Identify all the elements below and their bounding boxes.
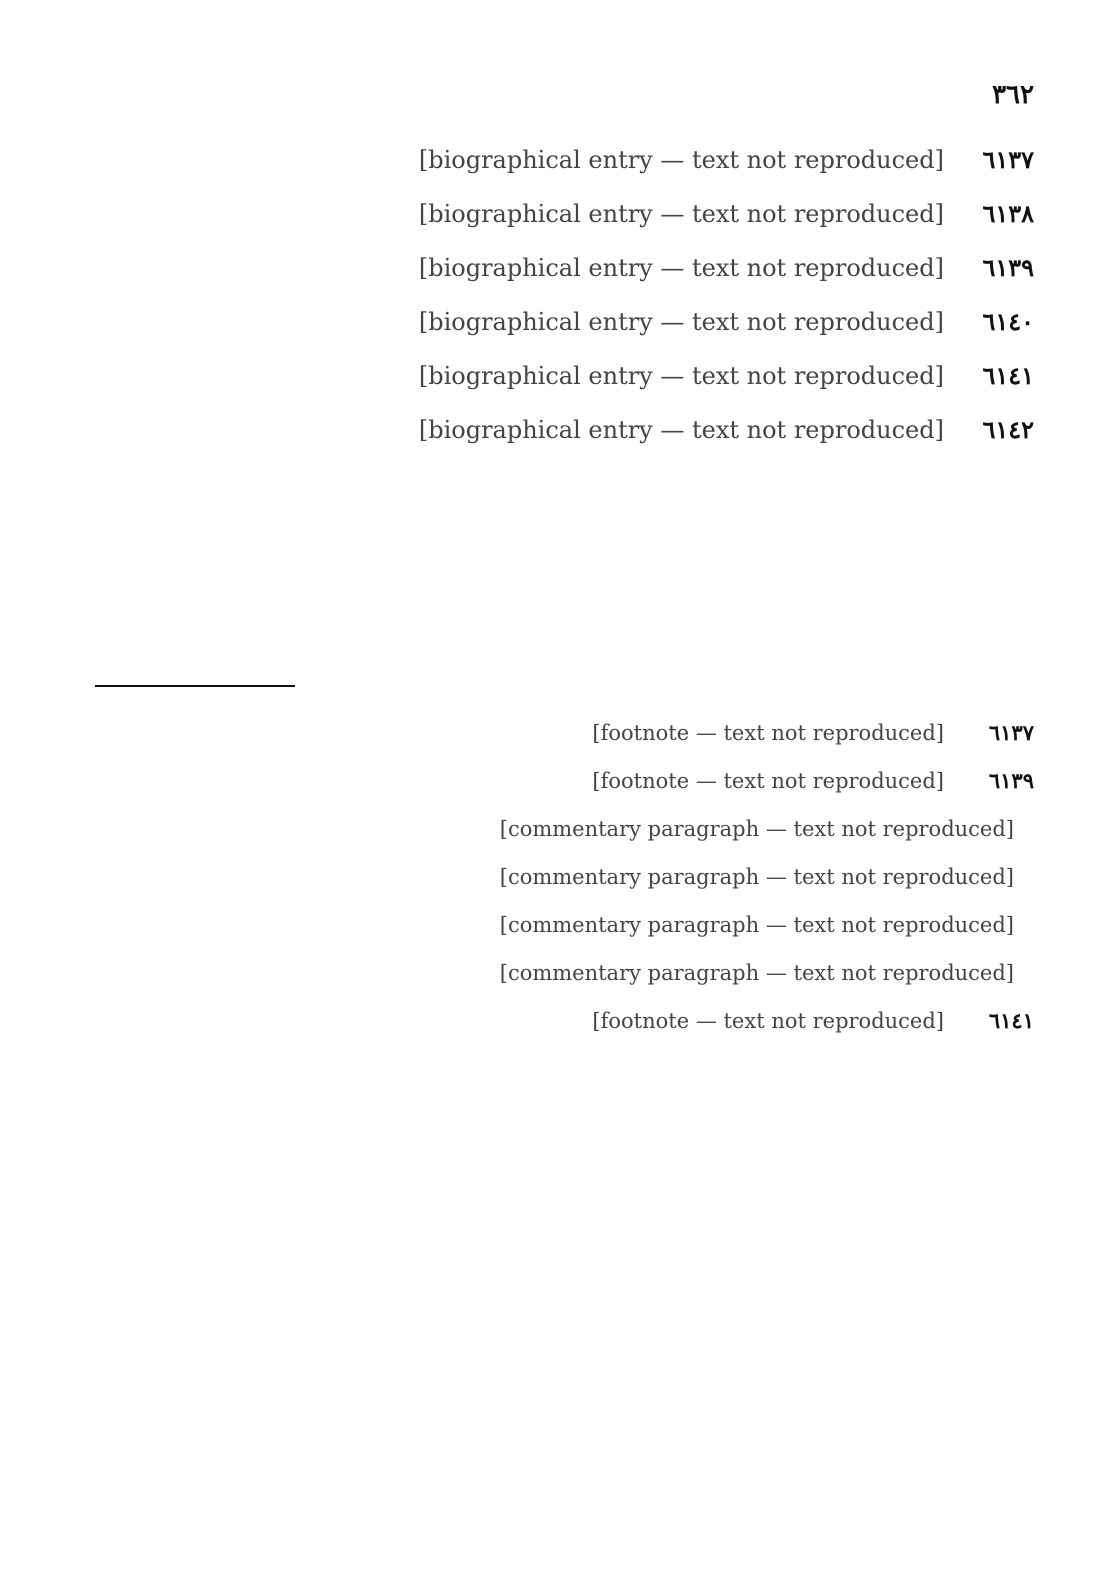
entry-number: ٦١٣٩ xyxy=(982,253,1034,282)
entry xyxy=(74,140,1034,180)
entry-number: ٦١٤٢ xyxy=(982,415,1034,444)
footnote-divider xyxy=(95,685,295,687)
footnotes xyxy=(74,715,1034,1051)
footnote xyxy=(74,763,1034,799)
footnote xyxy=(74,715,1034,751)
entry-text: [biographical entry — text not reproduced] xyxy=(418,362,944,390)
entry xyxy=(74,356,1034,396)
entry-text: [biographical entry — text not reproduced] xyxy=(418,308,944,336)
entry xyxy=(74,194,1034,234)
footnote-text: [footnote — text not reproduced] xyxy=(592,721,944,745)
entries-list xyxy=(74,140,1034,464)
entry-number: ٦١٣٧ xyxy=(982,145,1034,174)
footnote xyxy=(74,1003,1034,1039)
footnote-text: [footnote — text not reproduced] xyxy=(592,1009,944,1033)
footnote-number: ٦١٤١ xyxy=(988,1008,1034,1033)
commentary-paragraph: [commentary paragraph — text not reproduced] xyxy=(499,817,1014,841)
commentary-paragraph: [commentary paragraph — text not reproduced] xyxy=(499,865,1014,889)
entry-number: ٦١٤١ xyxy=(982,361,1034,390)
entry-text: [biographical entry — text not reproduced] xyxy=(418,146,944,174)
page-number: ٣٦٢ xyxy=(992,80,1034,110)
footnote-number: ٦١٣٩ xyxy=(988,768,1034,793)
footnote-number: ٦١٣٧ xyxy=(988,720,1034,745)
entry-number: ٦١٤٠ xyxy=(982,307,1034,336)
entry xyxy=(74,410,1034,450)
entry xyxy=(74,248,1034,288)
entry-text: [biographical entry — text not reproduced] xyxy=(418,416,944,444)
entry-text: [biographical entry — text not reproduced] xyxy=(418,200,944,228)
commentary-paragraph: [commentary paragraph — text not reproduced] xyxy=(499,913,1014,937)
entry-number: ٦١٣٨ xyxy=(982,199,1034,228)
entry-text: [biographical entry — text not reproduced] xyxy=(418,254,944,282)
commentary-paragraph: [commentary paragraph — text not reproduced] xyxy=(499,961,1014,985)
footnote-text: [footnote — text not reproduced] xyxy=(592,769,944,793)
entry xyxy=(74,302,1034,342)
